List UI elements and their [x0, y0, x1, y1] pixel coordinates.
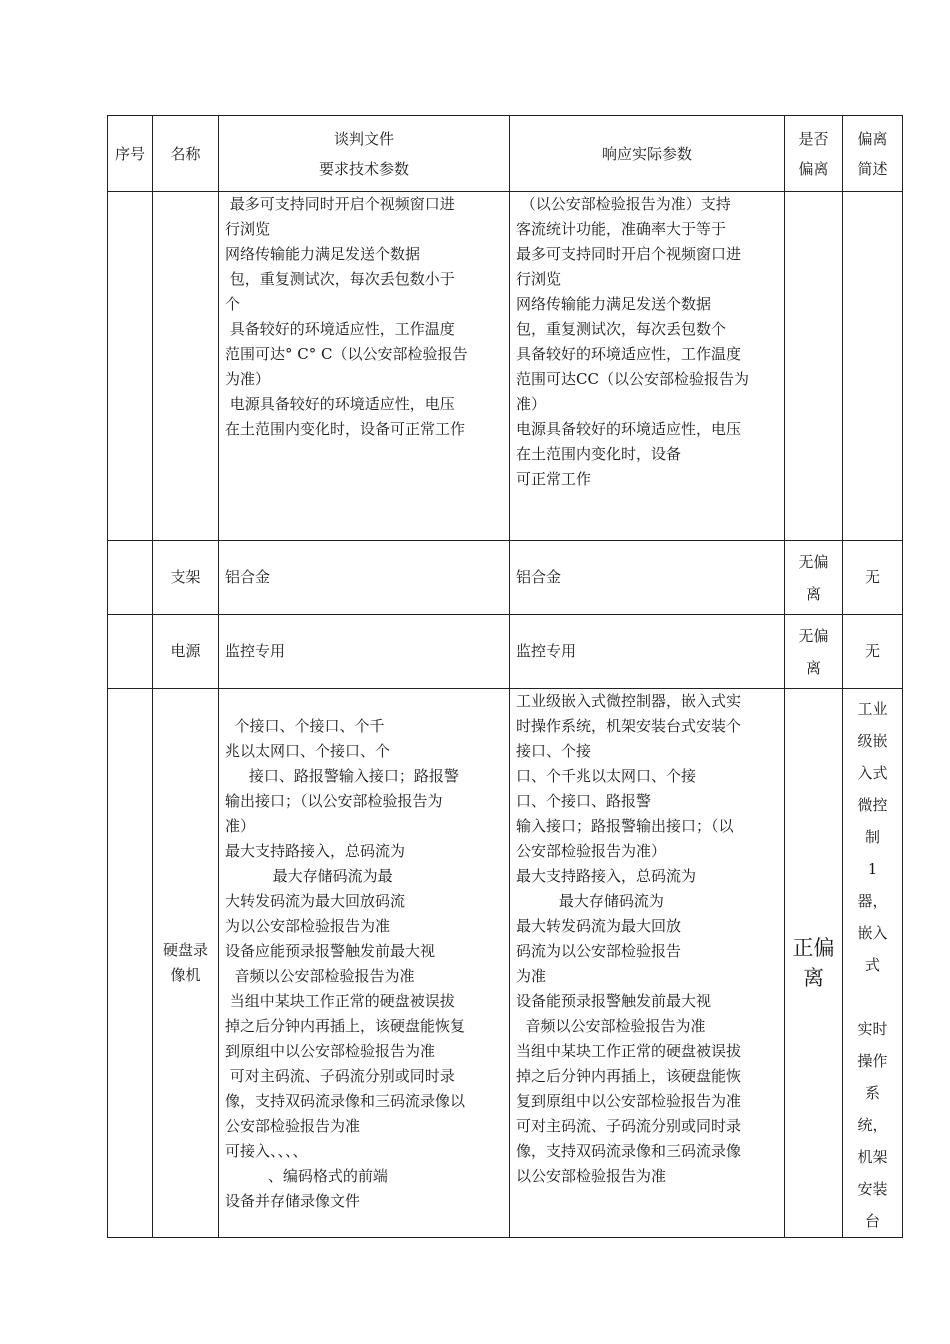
- text-line: 行浏览: [516, 270, 562, 288]
- text-line: 可对主码流、子码流分别或同时录: [516, 1117, 742, 1135]
- text-line: 个: [225, 295, 241, 313]
- text-line: 工业级嵌入式微控制器，嵌入式实: [516, 692, 742, 710]
- text-line: 最大支持路接入，总码流为: [516, 867, 697, 885]
- text-line: 范围可达° C° C（以公安部检验报告: [225, 345, 468, 363]
- text-line: 级嵌: [857, 732, 888, 750]
- text-line: 音频以公安部检验报告为准: [225, 967, 415, 985]
- row3-response: 监控专用: [510, 615, 785, 689]
- text-line: 工业: [857, 700, 888, 718]
- text-line: 准）: [516, 395, 547, 413]
- text-line: 包，重复测试次，每次丢包数个: [516, 320, 727, 338]
- header-brief: [843, 116, 903, 192]
- row4-brief: [843, 689, 903, 1238]
- text-line: 可对主码流、子码流分别或同时录: [225, 1067, 455, 1085]
- text-line: 复到原组中以公安部检验报告为准: [516, 1092, 742, 1110]
- text-line: 网络传输能力满足发送个数据: [225, 245, 421, 263]
- text-line: 时操作系统，机架安装台式安装个: [516, 717, 742, 735]
- text-line: 当组中某块工作正常的硬盘被误拔: [516, 1042, 742, 1060]
- text-line: 为准: [516, 967, 547, 985]
- text-line: 机架: [857, 1148, 888, 1166]
- text-line: 在土范围内变化时，设备可正常工作: [225, 420, 466, 438]
- text-line: 个接口、个接口、个千: [225, 717, 385, 735]
- text-line: 口、个接口、路报警: [516, 792, 652, 810]
- header-brief-line2: 简述: [857, 159, 888, 178]
- row3-seq: [108, 615, 153, 689]
- text-line: 、编码格式的前端: [225, 1167, 388, 1185]
- text-line: 大转发码流为最大回放码流: [225, 892, 406, 910]
- text-line: 可正常工作: [516, 470, 592, 488]
- technical-deviation-table: [107, 115, 903, 1238]
- row1-name: [153, 192, 219, 541]
- row2-brief: 无: [843, 541, 903, 615]
- text-line: 以公安部检验报告为准: [516, 1167, 667, 1185]
- row3-deviation-line1: 无偏: [798, 626, 829, 645]
- text-line: 最多可支持同时开启个视频窗口进: [225, 195, 455, 213]
- text-line: 入式: [857, 764, 888, 782]
- text-line: 范围可达CC（以公安部检验报告为: [516, 370, 749, 388]
- header-response: 响应实际参数: [510, 116, 785, 192]
- header-requirement: [219, 116, 510, 192]
- row4-name: [153, 689, 219, 1238]
- row2-deviation: [785, 541, 843, 615]
- row3-deviation-line2: 离: [805, 658, 821, 677]
- text-line: 兆以太网口、个接口、个: [225, 742, 391, 760]
- text-line: 行浏览: [225, 220, 271, 238]
- text-line: 制: [864, 828, 880, 846]
- header-deviation-line2: 偏离: [798, 159, 829, 178]
- text-line: 统，: [857, 1116, 888, 1134]
- text-line: 客流统计功能，准确率大于等于: [516, 220, 727, 238]
- text-line: 设备能预录报警触发前最大视: [516, 992, 712, 1010]
- table-row: [108, 541, 903, 615]
- text-line: 操作: [857, 1052, 888, 1070]
- row1-seq: [108, 192, 153, 541]
- row1-deviation: [785, 192, 843, 541]
- text-line: 输出接口；（以公安部检验报告为: [225, 792, 443, 810]
- text-line: 最大支持路接入，总码流为: [225, 842, 406, 860]
- text-line: 音频以公安部检验报告为准: [516, 1017, 706, 1035]
- text-line: 微控: [857, 796, 888, 814]
- row1-requirement: [219, 192, 510, 541]
- text-line: 设备应能预录报警触发前最大视: [225, 942, 436, 960]
- row2-requirement: 铝合金: [219, 541, 510, 615]
- text-line: 输入接口；路报警输出接口；（以: [516, 817, 734, 835]
- row4-requirement: [219, 689, 510, 1238]
- header-row: [108, 116, 903, 192]
- row2-deviation-line2: 离: [805, 584, 821, 603]
- header-name: 名称: [153, 116, 219, 192]
- text-line: 接口、个接: [516, 742, 592, 760]
- row3-name: 电源: [153, 615, 219, 689]
- text-line: 像，支持双码流录像和三码流录像: [516, 1142, 742, 1160]
- row3-requirement: 监控专用: [219, 615, 510, 689]
- row4-seq: [108, 689, 153, 1238]
- row2-response: 铝合金: [510, 541, 785, 615]
- row1-response: [510, 192, 785, 541]
- text-line: 设备并存储录像文件: [225, 1192, 361, 1210]
- text-line: 为准）: [225, 370, 271, 388]
- row4-deviation-line2: 离: [803, 966, 824, 990]
- row4-deviation: [785, 689, 843, 1238]
- row4-response: [510, 689, 785, 1238]
- text-line: 码流为以公安部检验报告: [516, 942, 682, 960]
- text-line: 器，: [857, 892, 888, 910]
- text-line: [225, 689, 503, 714]
- header-deviation: [785, 116, 843, 192]
- text-line: 口、个千兆以太网口、个接: [516, 767, 697, 785]
- row4-deviation-line1: 正偏: [792, 936, 835, 960]
- text-line: 电源具备较好的环境适应性，电压: [516, 420, 742, 438]
- text-line: 为以公安部检验报告为准: [225, 917, 391, 935]
- text-line: 像，支持双码流录像和三码流录像以: [225, 1092, 466, 1110]
- text-line: 在土范围内变化时，设备: [516, 445, 682, 463]
- table-row: [108, 689, 903, 1238]
- row4-name-line1: 硬盘录: [162, 941, 208, 959]
- text-line: 电源具备较好的环境适应性，电压: [225, 395, 455, 413]
- text-line: 具备较好的环境适应性，工作温度: [516, 345, 742, 363]
- text-line: 最大转发码流为最大回放: [516, 917, 682, 935]
- text-line: 网络传输能力满足发送个数据: [516, 295, 712, 313]
- row3-brief: 无: [843, 615, 903, 689]
- text-line: 掉之后分钟内再插上，该硬盘能恢: [516, 1067, 742, 1085]
- text-line: 最多可支持同时开启个视频窗口进: [516, 245, 742, 263]
- header-requirement-line2: 要求技术参数: [318, 159, 409, 178]
- text-line: 最大存储码流为最: [225, 867, 393, 885]
- text-line: 式: [864, 956, 880, 974]
- header-seq: 序号: [108, 116, 153, 192]
- text-line: 最大存储码流为: [516, 892, 664, 910]
- text-line: （以公安部检验报告为准）支持: [516, 195, 731, 213]
- text-line: 可接入、、、、: [225, 1142, 308, 1160]
- text-line: 实时: [857, 1020, 888, 1038]
- row2-deviation-line1: 无偏: [798, 552, 829, 571]
- text-line: 台: [864, 1212, 880, 1230]
- header-requirement-line1: 谈判文件: [333, 129, 394, 148]
- text-line: 包，重复测试次，每次丢包数小于: [225, 270, 455, 288]
- row2-seq: [108, 541, 153, 615]
- text-line: 公安部检验报告为准）: [516, 842, 667, 860]
- header-deviation-line1: 是否: [798, 129, 829, 148]
- text-line: 具备较好的环境适应性，工作温度: [225, 320, 455, 338]
- text-line: 当组中某块工作正常的硬盘被误拔: [225, 992, 455, 1010]
- text-line: 嵌入: [857, 924, 888, 942]
- text-line: 系: [864, 1084, 880, 1102]
- text-line: 到原组中以公安部检验报告为准: [225, 1042, 436, 1060]
- text-line: 公安部检验报告为准: [225, 1117, 361, 1135]
- row4-name-line2: 像机: [170, 966, 201, 984]
- text-line: 接口、路报警输入接口；路报警: [225, 767, 459, 785]
- row3-deviation: [785, 615, 843, 689]
- row1-brief: [843, 192, 903, 541]
- text-line: 准）: [225, 817, 256, 835]
- text-line: 掉之后分钟内再插上，该硬盘能恢复: [225, 1017, 466, 1035]
- header-brief-line1: 偏离: [857, 129, 888, 148]
- table-row: [108, 192, 903, 541]
- text-line: 安装: [857, 1180, 888, 1198]
- text-line: [843, 981, 902, 1013]
- text-line: 1: [867, 860, 878, 878]
- row2-name: 支架: [153, 541, 219, 615]
- table-row: [108, 615, 903, 689]
